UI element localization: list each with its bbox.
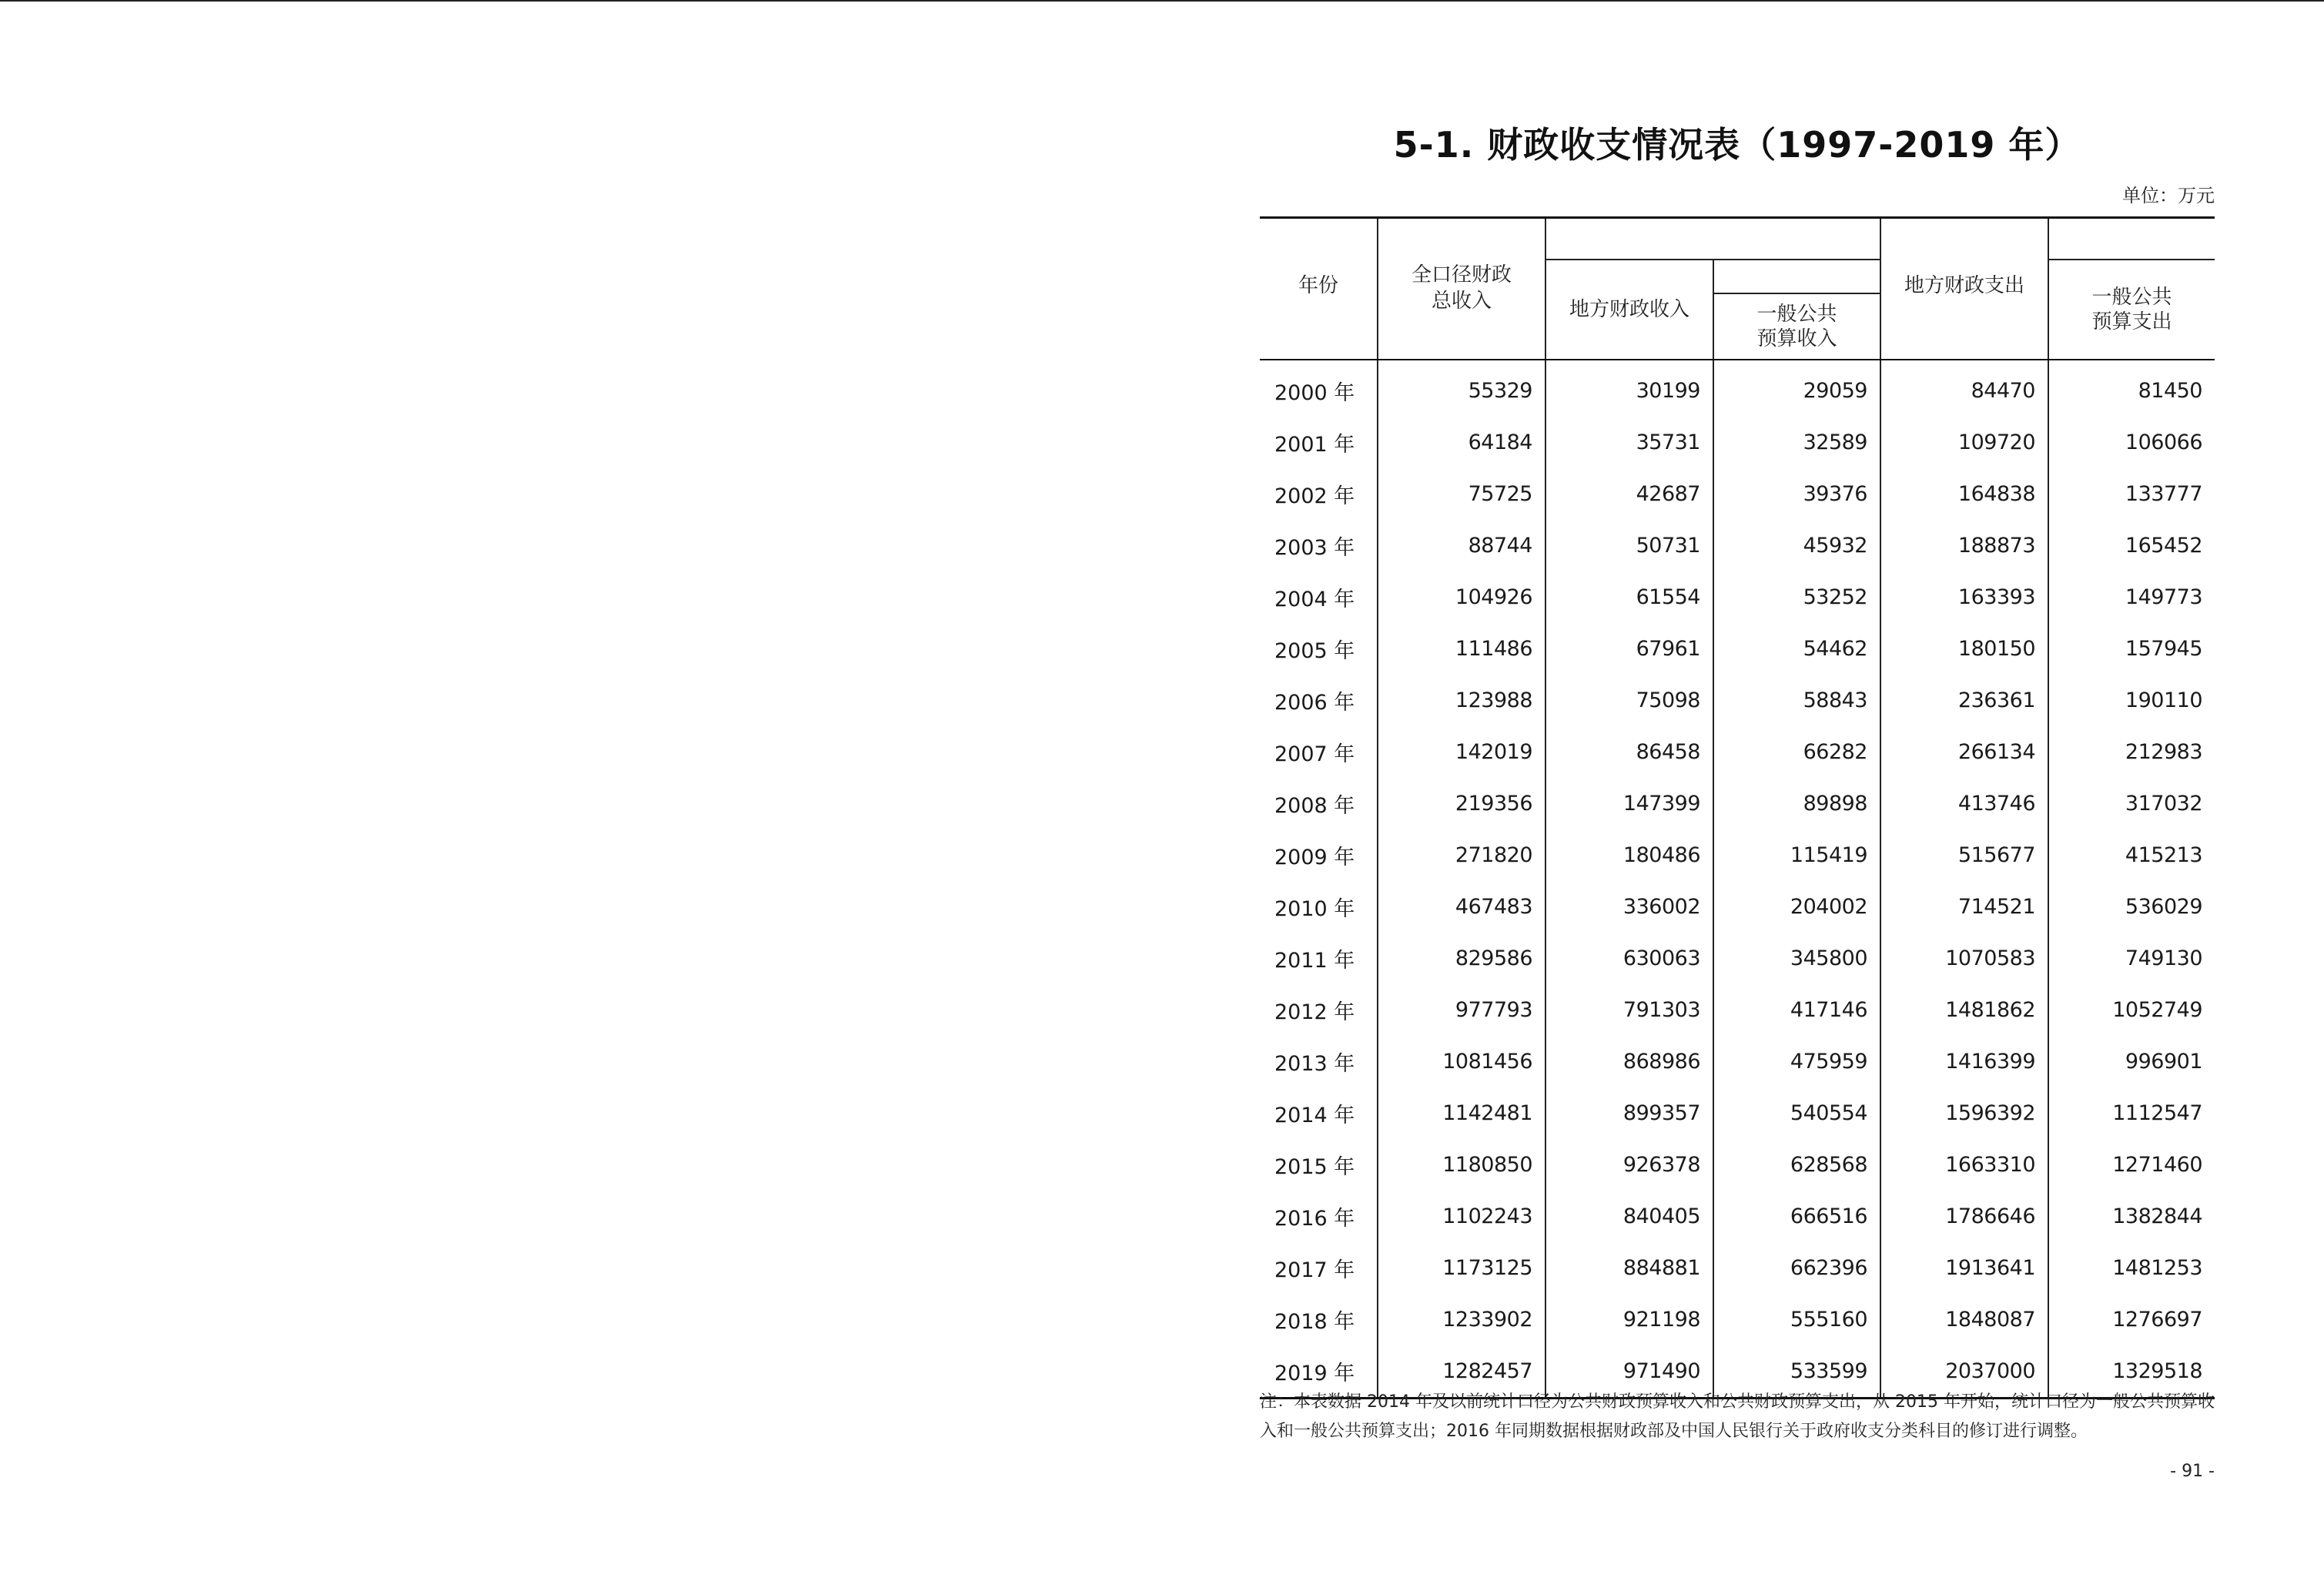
value-cell: 163393 — [1880, 571, 2048, 623]
header-revenue-group-spacer — [1545, 218, 1880, 260]
value-cell: 1271460 — [2112, 1153, 2202, 1177]
value-cell: 1913641 — [1880, 1242, 2048, 1294]
value-cell: 157945 — [2125, 637, 2202, 661]
value-cell: 66282 — [1713, 726, 1880, 778]
value-cell: 89898 — [1713, 778, 1880, 829]
table-row — [1260, 1242, 2215, 1294]
value-cell: 1663310 — [1880, 1139, 2048, 1191]
value-cell: 104926 — [1378, 571, 1545, 623]
header-general-revenue-spacer — [1713, 260, 1880, 293]
value-cell: 1142481 — [1378, 1087, 1545, 1139]
value-cell: 35731 — [1545, 417, 1713, 468]
value-cell: 133777 — [2125, 482, 2202, 506]
value-cell: 996901 — [2125, 1050, 2202, 1074]
value-cell: 58843 — [1713, 675, 1880, 726]
value-cell: 540554 — [1713, 1087, 1880, 1139]
table-row — [1260, 360, 2215, 417]
table-row — [1260, 1294, 2215, 1345]
value-cell: 81450 — [2138, 379, 2202, 403]
value-cell: 55329 — [1378, 360, 1545, 417]
value-cell: 180486 — [1545, 829, 1713, 881]
value-cell: 1596392 — [1880, 1087, 2048, 1139]
table-row — [1260, 520, 2215, 571]
header-general-budget-expenditure: 一般公共 预算支出 — [2048, 260, 2215, 360]
year-cell: 2014 年 — [1260, 1087, 1378, 1139]
table-row — [1260, 829, 2215, 881]
value-cell: 791303 — [1545, 984, 1713, 1036]
value-cell: 109720 — [1880, 417, 2048, 468]
value-cell: 75098 — [1545, 675, 1713, 726]
year-cell: 2018 年 — [1260, 1294, 1378, 1345]
value-cell: 749130 — [2125, 946, 2202, 970]
value-cell: 67961 — [1545, 623, 1713, 675]
header-general-budget-revenue: 一般公共 预算收入 — [1713, 293, 1880, 360]
value-cell: 415213 — [2125, 843, 2202, 867]
header-local-revenue: 地方财政收入 — [1545, 260, 1713, 360]
value-cell: 1173125 — [1378, 1242, 1545, 1294]
table-row — [1260, 571, 2215, 623]
value-cell: 271820 — [1378, 829, 1545, 881]
year-cell: 2007 年 — [1260, 726, 1378, 778]
value-cell: 32589 — [1713, 417, 1880, 468]
value-cell: 666516 — [1713, 1191, 1880, 1242]
year-cell: 2001 年 — [1260, 417, 1378, 468]
value-cell: 45932 — [1713, 520, 1880, 571]
year-cell: 2011 年 — [1260, 933, 1378, 984]
value-cell: 829586 — [1378, 933, 1545, 984]
value-cell: 147399 — [1545, 778, 1713, 829]
table-row — [1260, 623, 2215, 675]
value-cell: 54462 — [1713, 623, 1880, 675]
value-cell: 1329518 — [2048, 1345, 2215, 1399]
page-number: - 91 - — [2170, 1462, 2215, 1481]
table-row — [1260, 1036, 2215, 1087]
value-cell: 266134 — [1880, 726, 2048, 778]
table-row — [1260, 778, 2215, 829]
value-cell: 536029 — [2125, 895, 2202, 919]
value-cell: 142019 — [1378, 726, 1545, 778]
value-cell: 336002 — [1545, 881, 1713, 933]
year-cell: 2010 年 — [1260, 881, 1378, 933]
value-cell: 467483 — [1378, 881, 1545, 933]
value-cell: 75725 — [1378, 468, 1545, 520]
table-row — [1260, 1087, 2215, 1139]
table-row — [1260, 1139, 2215, 1191]
value-cell: 317032 — [2125, 792, 2202, 816]
value-cell: 188873 — [1880, 520, 2048, 571]
table-footnote: 注：本表数据 2014 年及以前统计口径为公共财政预算收入和公共财政预算支出，从 2015 年开始，统计口径为一般公共预算收入和一般公共预算支出；2016 年同期数据根据财政部及中国人民银行关于政府收支分类科目的修订进行调整。 — [1260, 1392, 2215, 1441]
value-cell: 475959 — [1713, 1036, 1880, 1087]
value-cell: 1233902 — [1378, 1294, 1545, 1345]
value-cell: 840405 — [1545, 1191, 1713, 1242]
header-expenditure-spacer — [2048, 218, 2215, 260]
value-cell: 88744 — [1378, 520, 1545, 571]
value-cell: 533599 — [1713, 1345, 1880, 1399]
year-cell: 2008 年 — [1260, 778, 1378, 829]
value-cell: 180150 — [1880, 623, 2048, 675]
value-cell: 345800 — [1713, 933, 1880, 984]
value-cell: 921198 — [1545, 1294, 1713, 1345]
value-cell: 1481862 — [1880, 984, 2048, 1036]
value-cell: 165452 — [2125, 534, 2202, 558]
year-cell: 2006 年 — [1260, 675, 1378, 726]
value-cell: 29059 — [1713, 360, 1880, 417]
year-cell: 2004 年 — [1260, 571, 1378, 623]
table-row — [1260, 417, 2215, 468]
value-cell: 1416399 — [1880, 1036, 2048, 1087]
value-cell: 164838 — [1880, 468, 2048, 520]
value-cell: 115419 — [1713, 829, 1880, 881]
year-cell: 2017 年 — [1260, 1242, 1378, 1294]
value-cell: 1276697 — [2112, 1308, 2202, 1332]
year-cell: 2005 年 — [1260, 623, 1378, 675]
value-cell: 1180850 — [1378, 1139, 1545, 1191]
year-cell: 2002 年 — [1260, 468, 1378, 520]
value-cell: 630063 — [1545, 933, 1713, 984]
value-cell: 42687 — [1545, 468, 1713, 520]
value-cell: 1848087 — [1880, 1294, 2048, 1345]
value-cell: 61554 — [1545, 571, 1713, 623]
table-row — [1260, 726, 2215, 778]
table-row — [1260, 984, 2215, 1036]
value-cell: 50731 — [1545, 520, 1713, 571]
value-cell: 204002 — [1713, 881, 1880, 933]
table-body — [1260, 360, 2215, 1399]
value-cell: 1102243 — [1378, 1191, 1545, 1242]
value-cell: 86458 — [1545, 726, 1713, 778]
value-cell: 1481253 — [2112, 1256, 2202, 1280]
year-cell: 2012 年 — [1260, 984, 1378, 1036]
table-title: 5-1. 财政收支情况表（1997-2019 年） — [1393, 124, 2081, 166]
value-cell: 515677 — [1880, 829, 2048, 881]
value-cell: 977793 — [1378, 984, 1545, 1036]
value-cell: 53252 — [1713, 571, 1880, 623]
table-header — [1260, 218, 2215, 360]
table-row — [1260, 468, 2215, 520]
value-cell: 628568 — [1713, 1139, 1880, 1191]
value-cell: 1081456 — [1378, 1036, 1545, 1087]
value-cell: 219356 — [1378, 778, 1545, 829]
fiscal-table — [1260, 216, 2215, 1399]
value-cell: 84470 — [1880, 360, 2048, 417]
table-row — [1260, 933, 2215, 984]
value-cell: 926378 — [1545, 1139, 1713, 1191]
header-local-expenditure: 地方财政支出 — [1880, 218, 2048, 360]
value-cell: 212983 — [2125, 740, 2202, 764]
value-cell: 190110 — [2125, 688, 2202, 712]
value-cell: 1786646 — [1880, 1191, 2048, 1242]
value-cell: 971490 — [1545, 1345, 1713, 1399]
value-cell: 2037000 — [1880, 1345, 2048, 1399]
table-row — [1260, 881, 2215, 933]
value-cell: 106066 — [2125, 431, 2202, 454]
value-cell: 1112547 — [2112, 1101, 2202, 1125]
table-row — [1260, 1191, 2215, 1242]
header-year: 年份 — [1260, 218, 1378, 360]
value-cell: 413746 — [1880, 778, 2048, 829]
value-cell: 417146 — [1713, 984, 1880, 1036]
page-top-border — [0, 0, 2324, 2]
year-cell: 2013 年 — [1260, 1036, 1378, 1087]
value-cell: 1052749 — [2112, 998, 2202, 1022]
value-cell: 662396 — [1713, 1242, 1880, 1294]
value-cell: 899357 — [1545, 1087, 1713, 1139]
value-cell: 1070583 — [1880, 933, 2048, 984]
year-cell: 2000 年 — [1260, 360, 1378, 417]
year-cell: 2019 年 — [1260, 1345, 1378, 1399]
value-cell: 555160 — [1713, 1294, 1880, 1345]
value-cell: 30199 — [1545, 360, 1713, 417]
value-cell: 123988 — [1378, 675, 1545, 726]
value-cell: 714521 — [1880, 881, 2048, 933]
value-cell: 868986 — [1545, 1036, 1713, 1087]
value-cell: 1382844 — [2112, 1204, 2202, 1228]
value-cell: 39376 — [1713, 468, 1880, 520]
year-cell: 2003 年 — [1260, 520, 1378, 571]
year-cell: 2009 年 — [1260, 829, 1378, 881]
value-cell: 1282457 — [1378, 1345, 1545, 1399]
value-cell: 64184 — [1378, 417, 1545, 468]
value-cell: 111486 — [1378, 623, 1545, 675]
year-cell: 2016 年 — [1260, 1191, 1378, 1242]
header-total-revenue: 全口径财政 总收入 — [1378, 218, 1545, 360]
value-cell: 236361 — [1880, 675, 2048, 726]
value-cell: 884881 — [1545, 1242, 1713, 1294]
unit-label: 单位：万元 — [2122, 185, 2215, 206]
table-row — [1260, 675, 2215, 726]
value-cell: 149773 — [2125, 585, 2202, 609]
year-cell: 2015 年 — [1260, 1139, 1378, 1191]
